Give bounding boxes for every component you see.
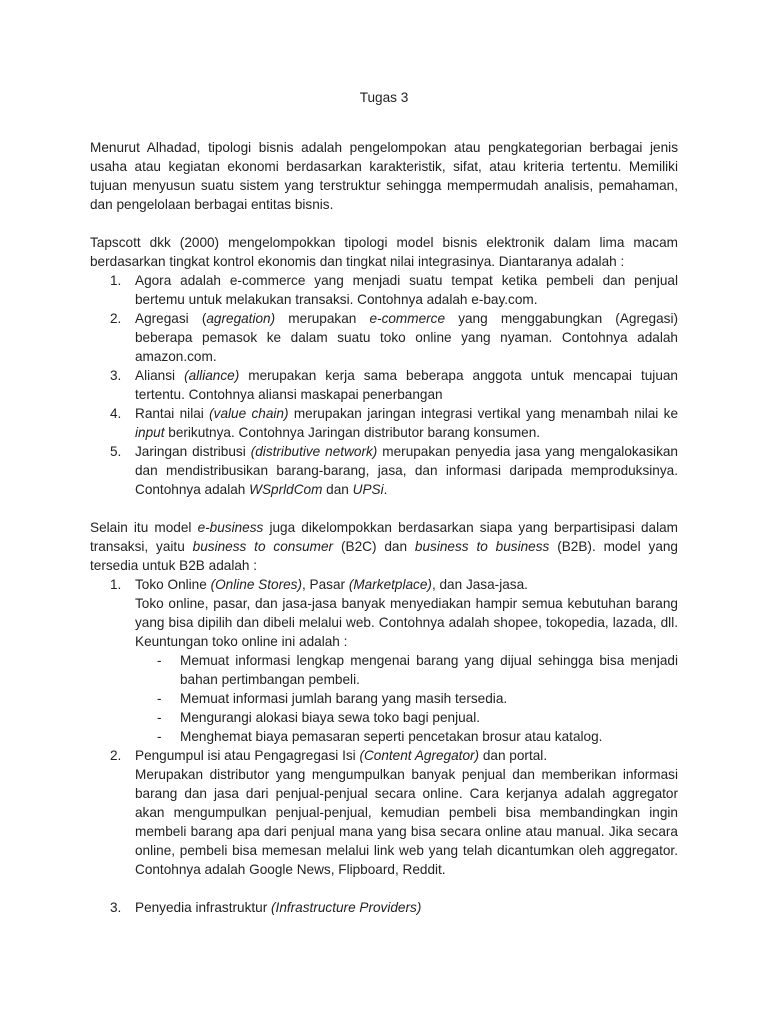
list-number: 2. [110,748,122,763]
list-number: 1. [110,273,122,288]
bullet-text: Memuat informasi lengkap mengenai barang yang dijual sehingga bisa menjadi bahan pertimbangan pembeli. [180,653,678,687]
document-content [90,88,678,917]
bullet-text: Menghemat biaya pemasaran seperti pencetakan brosur atau katalog. [180,729,603,744]
list-item [90,898,678,917]
list-number: 2. [110,311,122,326]
list-item-body: Merupakan distributor yang mengumpulkan banyak penjual dan memberikan informasi barang dan jasa dari penjual-penjual secara online. Cara kerjanya adalah aggregator akan mengumpulkan penjual-penjual, kemudian pembeli bisa membandingkan ingin membeli barang apa dari penjual mana yang bisa secara online atau manual. Jika secara online, pembeli bisa memesan melalui link web yang telah dicantumkan oleh aggregator. Contohnya adalah Google News, Flipboard, Reddit. [135,767,678,877]
bullet-text: Mengurangi alokasi biaya sewa toko bagi penjual. [180,710,481,725]
dash-bullet-icon: - [157,653,162,668]
list-item-heading: Toko Online (Online Stores), Pasar (Marketplace), dan Jasa-jasa. [135,577,528,592]
tapscott-list [90,271,678,499]
bullet-item [135,689,678,708]
list-item [90,442,678,499]
list-item [90,746,678,879]
document-title: Tugas 3 [359,90,409,105]
list-item-text: Agregasi (agregation) merupakan e-commerce yang menggabungkan (Agregasi) beberapa pemasok ke dalam suatu toko online yang nyaman. Contohnya adalah amazon.com. [135,311,678,364]
list-item [90,366,678,404]
bullet-item [135,708,678,727]
list-item [90,271,678,309]
bullet-item [135,727,678,746]
selain-paragraph: Selain itu model e-business juga dikelompokkan berdasarkan siapa yang berpartisipasi dalam transaksi, yaitu business to consumer (B2C) dan business to business (B2B). model yang tersedia untuk B2B adalah : [90,520,679,573]
dash-bullet-icon: - [157,691,162,706]
bullet-item [135,651,678,689]
list-number: 3. [110,368,122,383]
list-number: 4. [110,406,122,421]
list-item-body: Toko online, pasar, dan jasa-jasa banyak menyediakan hampir semua kebutuhan barang yang bisa dipilih dan dibeli melalui web. Contohnya adalah shopee, tokopedia, lazada, dll. Keuntungan toko online ini adalah : [135,596,678,649]
advantages-list [135,651,678,746]
dash-bullet-icon: - [157,710,162,725]
list-number: 3. [110,900,122,915]
b2b-model-list [90,575,678,917]
list-item [90,309,678,366]
intro-paragraph: Menurut Alhadad, tipologi bisnis adalah pengelompokan atau pengkategorian berbagai jenis usaha atau kegiatan ekonomi berdasarkan karakteristik, sifat, atau kriteria tertentu. Memiliki tujuan menyusun suatu sistem yang terstruktur sehingga mempermudah analisis, pemahaman, dan pengelolaan berbagai entitas bisnis. [90,140,678,212]
list-item-text: Agora adalah e-commerce yang menjadi suatu tempat ketika pembeli dan penjual bertemu untuk melakukan transaksi. Contohnya adalah e-bay.com. [135,273,678,307]
list-number: 1. [110,577,122,592]
list-item [90,575,678,746]
list-item [90,404,678,442]
list-item-text: Jaringan distribusi (distributive network) merupakan penyedia jasa yang mengalokasikan dan mendistribusikan barang-barang, jasa, dan informasi daripada memproduksinya. Contohnya adalah WSprldCom dan UPSi. [135,444,678,497]
list-item-text: Aliansi (alliance) merupakan kerja sama beberapa anggota untuk mencapai tujuan tertentu. Contohnya aliansi maskapai penerbangan [135,368,678,402]
list-item-text: Rantai nilai (value chain) merupakan jaringan integrasi vertikal yang menambah nilai ke input berikutnya. Contohnya Jaringan distributor barang konsumen. [135,406,679,440]
dash-bullet-icon: - [157,729,162,744]
list-number: 5. [110,444,122,459]
bullet-text: Memuat informasi jumlah barang yang masih tersedia. [180,691,508,706]
list-item-heading: Pengumpul isi atau Pengagregasi Isi (Content Agregator) dan portal. [135,748,548,763]
tapscott-paragraph: Tapscott dkk (2000) mengelompokkan tipologi model bisnis elektronik dalam lima macam berdasarkan tingkat kontrol ekonomis dan tingkat nilai integrasinya. Diantaranya adalah : [90,235,678,269]
list-item-heading: Penyedia infrastruktur (Infrastructure Providers) [135,900,422,915]
